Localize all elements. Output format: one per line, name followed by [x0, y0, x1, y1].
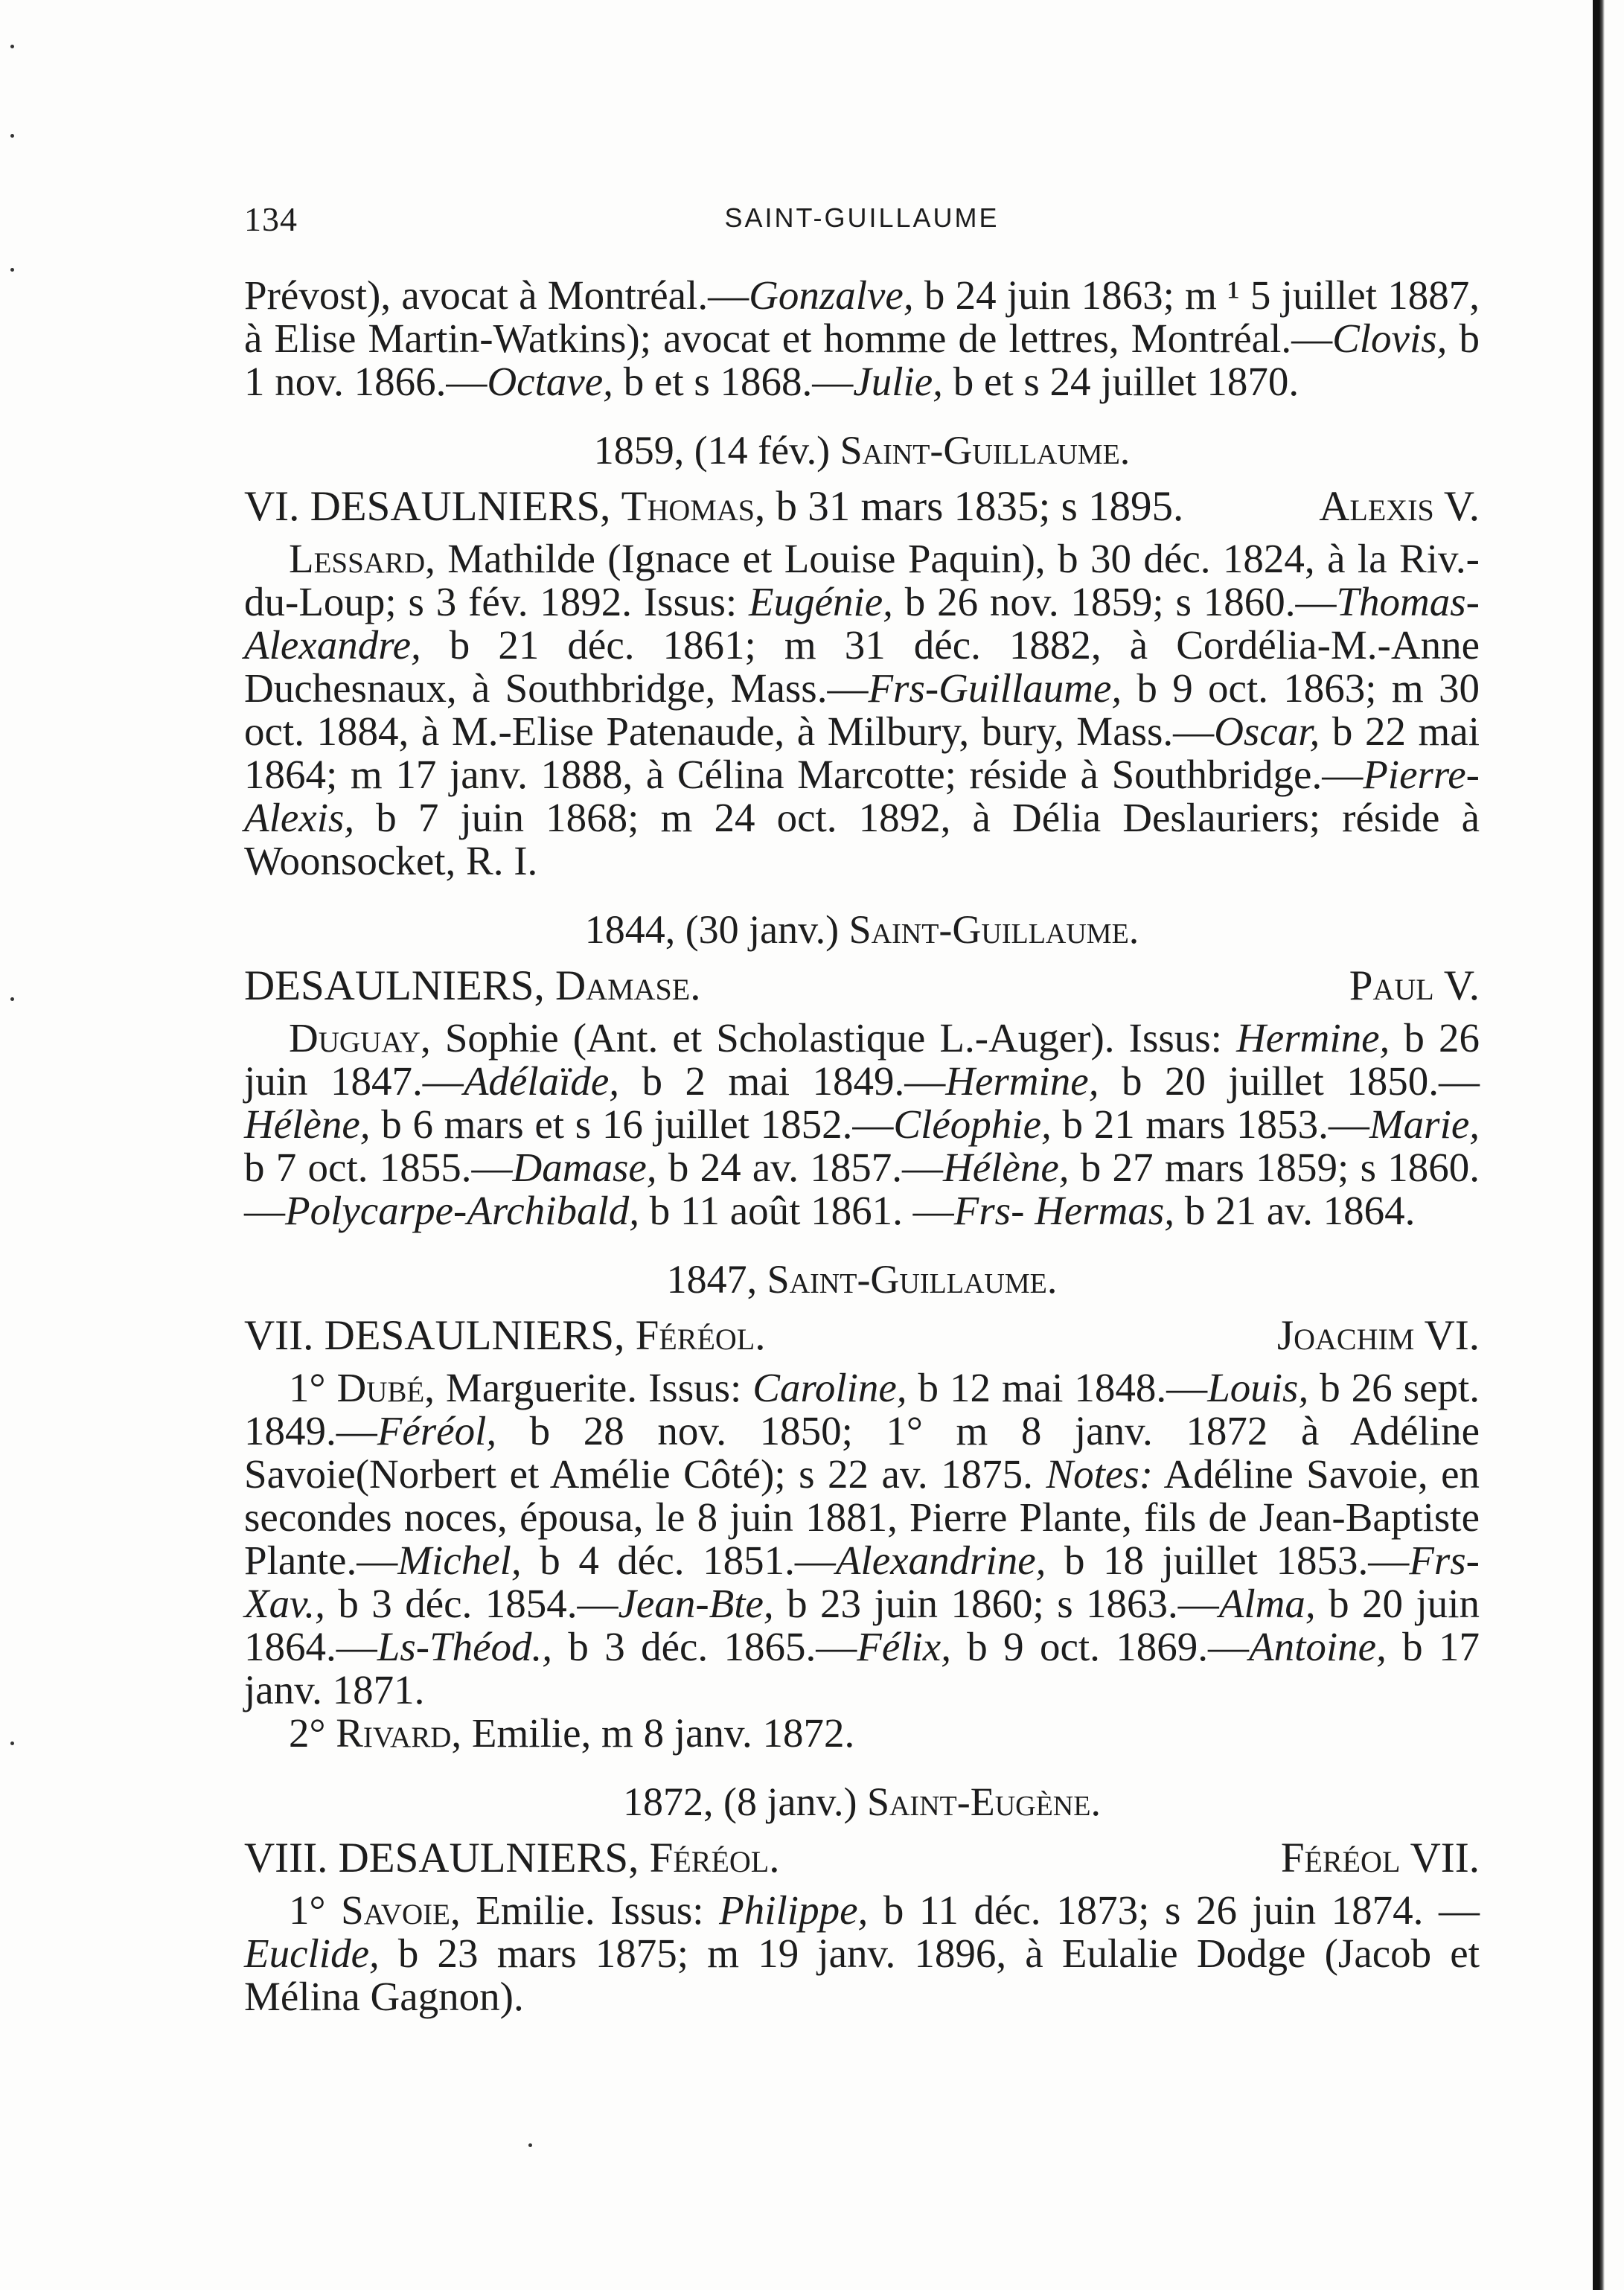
father-reference: Paul V. [1349, 962, 1480, 1009]
child-name: Marie, [1369, 1101, 1480, 1147]
child-name: Frs-Guillaume, [868, 665, 1122, 711]
page-number: 134 [244, 200, 298, 238]
child-name: Thomas-Alexandre, [244, 579, 1480, 668]
child-name: Louis, [1207, 1365, 1309, 1410]
father-reference: Alexis V. [1319, 483, 1480, 530]
child-name: Polycarpe-Archibald, [285, 1188, 640, 1233]
child-name: Cléophie, [893, 1101, 1052, 1147]
page-body [244, 274, 1480, 2018]
child-name: Philippe, [719, 1887, 869, 1933]
father-reference: Féréol VII. [1280, 1835, 1480, 1881]
marriage-date-heading: 1872, (8 janv.) Saint-Eugène. [623, 1779, 1101, 1824]
child-name: Hermine, [945, 1058, 1099, 1104]
scan-speck [10, 997, 14, 1001]
notes-label: Notes: [1046, 1451, 1154, 1497]
spouse-paragraph: Duguay, Sophie (Ant. et Scholastique L.-Auger). Issus: Hermine, b 26 juin 1847.—Adélaïde, b 2 mai 1849.—Hermine, b 20 juillet 1850.—Hélène, b 6 mars et s 16 juillet 1852.—Cléophie, b 21 mars 1853.—Marie, b 7 oct. 1855.—Damase, b 24 av. 1857.—Hélène, b 27 mars 1859; s 1860.—Polycarpe-Archibald, b 11 août 1861. —Frs- Hermas, b 21 av. 1864. [244, 1015, 1480, 1233]
scan-speck [10, 134, 14, 138]
child-name: Féréol, [377, 1408, 497, 1453]
child-name: Hélène, [244, 1101, 371, 1147]
child-name: Adélaïde, [463, 1058, 620, 1104]
child-name: Félix, [857, 1624, 951, 1669]
child-name: Eugénie, [748, 579, 893, 624]
child-name: Antoine, [1249, 1624, 1387, 1669]
child-name: Pierre-Alexis, [244, 752, 1480, 840]
spouse-paragraph: 1° Dubé, Marguerite. Issus: Caroline, b 12 mai 1848.—Louis, b 26 sept. 1849.—Féréol, b 28 nov. 1850; 1° m 8 janv. 1872 à Adéline Savoie(Norbert et Amélie Côté); s 22 av. 1875. Notes: Adéline Savoie, en secondes noces, épousa, le 8 juin 1881, Pierre Plante, fils de Jean-Baptiste Plante.—Michel, b 4 déc. 1851.—Alexandrine, b 18 juillet 1853.—Frs-Xav., b 3 déc. 1854.—Jean-Bte, b 23 juin 1860; s 1863.—Alma, b 20 juin 1864.—Ls-Théod., b 3 déc. 1865.—Félix, b 9 oct. 1869.—Antoine, b 17 janv. 1871. [244, 1365, 1480, 1712]
spouse-paragraph: 1° Savoie, Emilie. Issus: Philippe, b 11 déc. 1873; s 26 juin 1874. —Euclide, b 23 mars 1875; m 19 janv. 1896, à Eulalie Dodge (Jacob et Mélina Gagnon). [244, 1887, 1480, 2019]
spouse-surname: Lessard [289, 536, 426, 581]
marriage-date-heading: 1847, Saint-Guillaume. [666, 1257, 1058, 1302]
child-name: Ls-Théod., [377, 1624, 553, 1669]
spouse-surname: Savoie [341, 1887, 450, 1933]
scan-speck [10, 1742, 14, 1745]
husband-name: VII. DESAULNIERS, Féréol. [244, 1312, 766, 1359]
child-name: Gonzalve, [749, 272, 914, 318]
spouse-surname: Dubé [336, 1365, 425, 1410]
scan-speck [10, 268, 14, 272]
child-name: Julie, [853, 359, 943, 404]
scan-speck [10, 45, 14, 48]
child-name: Frs-Xav., [244, 1538, 1480, 1626]
child-name: Hélène, [943, 1145, 1070, 1190]
generation-line [244, 485, 1480, 528]
spouse-surname: Duguay [289, 1015, 421, 1061]
child-name: Frs- Hermas, [953, 1188, 1175, 1233]
continued-paragraph: Prévost), avocat à Montréal.—Gonzalve, b 24 juin 1863; m ¹ 5 juillet 1887, à Elise Martin-Watkins); avocat et homme de lettres, Montréal.—Clovis, b 1 nov. 1866.—Octave, b et s 1868.—Julie, b et s 24 juillet 1870. [244, 272, 1480, 404]
child-name: Octave, [487, 359, 613, 404]
husband-name: VI. DESAULNIERS, Thomas, b 31 mars 1835; s 1895. [244, 483, 1184, 530]
running-header [244, 199, 1480, 252]
husband-name: VIII. DESAULNIERS, Féréol. [244, 1835, 780, 1881]
generation-line [244, 1314, 1480, 1357]
child-name: Oscar, [1214, 709, 1320, 754]
child-name: Clovis, [1332, 316, 1448, 361]
child-name: Alexandrine, [835, 1538, 1046, 1583]
child-name: Michel, [397, 1538, 522, 1583]
husband-name: DESAULNIERS, Damase. [244, 962, 701, 1009]
page-edge-rule [1593, 0, 1605, 2290]
generation-line [244, 962, 1480, 1009]
scan-speck [528, 2143, 532, 2147]
child-name: Jean-Bte, [618, 1581, 774, 1626]
running-title: SAINT-GUILLAUME [724, 202, 1000, 233]
generation-line [244, 1837, 1480, 1880]
marriage-date-heading: 1844, (30 janv.) Saint-Guillaume. [584, 907, 1139, 952]
second-marriage-line: 2° Rivard, Emilie, m 8 janv. 1872. [289, 1710, 855, 1756]
child-name: Euclide, [244, 1931, 380, 1976]
father-reference: Joachim VI. [1276, 1312, 1480, 1359]
child-name: Alma, [1218, 1581, 1316, 1626]
child-name: Hermine, [1236, 1015, 1390, 1061]
spouse-paragraph: Lessard, Mathilde (Ignace et Louise Paquin), b 30 déc. 1824, à la Riv.-du-Loup; s 3 fév. 1892. Issus: Eugénie, b 26 nov. 1859; s 1860.—Thomas-Alexandre, b 21 déc. 1861; m 31 déc. 1882, à Cordélia-M.-Anne Duchesnaux, à Southbridge, Mass.—Frs-Guillaume, b 9 oct. 1863; m 30 oct. 1884, à M.-Elise Patenaude, à Milbury, bury, Mass.—Oscar, b 22 mai 1864; m 17 janv. 1888, à Célina Marcotte; réside à Southbridge.—Pierre-Alexis, b 7 juin 1868; m 24 oct. 1892, à Délia Deslauriers; réside à Woonsocket, R. I. [244, 536, 1480, 883]
marriage-date-heading: 1859, (14 fév.) Saint-Guillaume. [593, 428, 1131, 473]
spouse-surname: Rivard [336, 1710, 452, 1756]
child-name: Caroline, [752, 1365, 907, 1410]
child-name: Damase, [512, 1145, 657, 1190]
